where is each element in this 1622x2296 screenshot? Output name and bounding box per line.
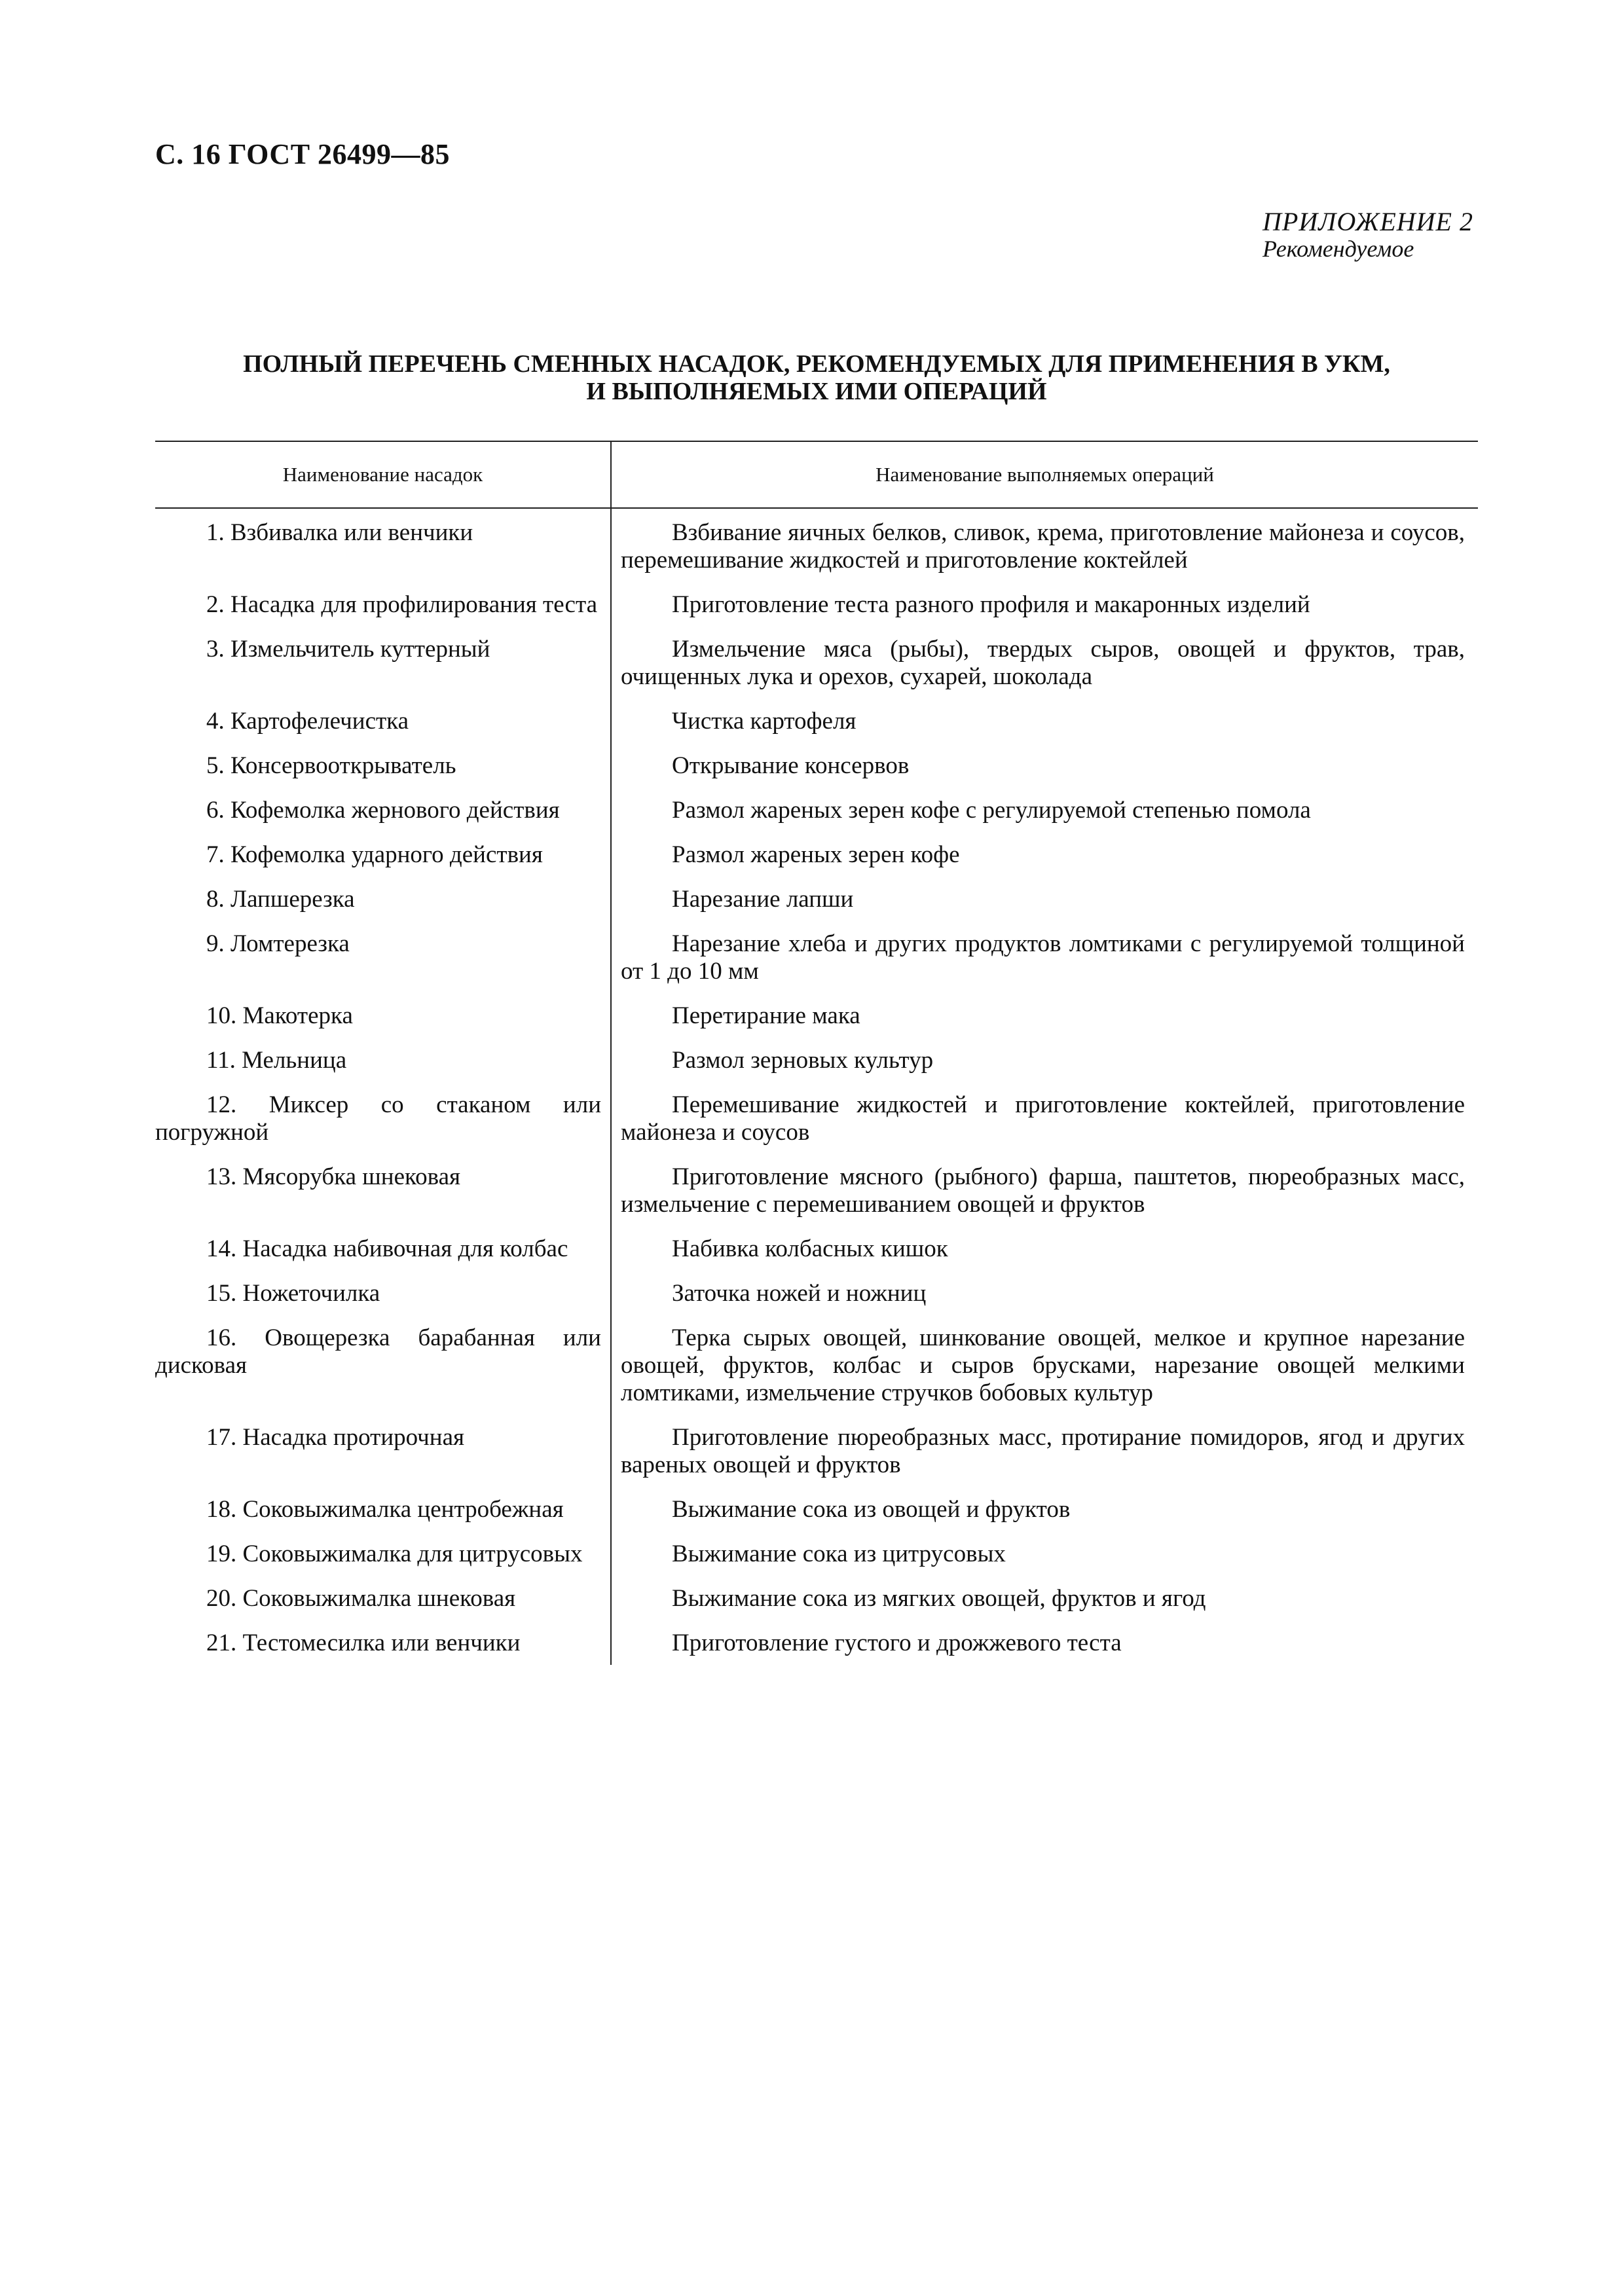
- operation-cell: [611, 1496, 1478, 1540]
- attachment-name: 15. Ножеточилка: [206, 1280, 380, 1307]
- attachment-name: 18. Соковыжималка центробежная: [206, 1496, 564, 1523]
- appendix-subtitle: Рекомендуемое: [1263, 236, 1414, 262]
- table-row: [155, 1585, 1478, 1630]
- attachment-name-cell: [155, 841, 611, 886]
- operation-cell: [611, 841, 1478, 886]
- attachment-name-cell: [155, 1630, 611, 1665]
- attachment-name: 19. Соковыжималка для цитрусовых: [206, 1540, 583, 1567]
- column-header-attachment: Наименование насадок: [155, 441, 611, 508]
- table-row: [155, 1163, 1478, 1235]
- attachment-name-cell: [155, 636, 611, 708]
- operation-cell: [611, 886, 1478, 930]
- table-body: [155, 508, 1478, 1665]
- attachment-name-cell: [155, 1002, 611, 1047]
- operation-description: Перемешивание жидкостей и приготовление коктейлей, приготовление майонеза и соусов: [621, 1091, 1465, 1146]
- attachment-name-cell: [155, 797, 611, 841]
- table-row: [155, 886, 1478, 930]
- attachment-name: 12. Миксер со стаканом или погружной: [155, 1091, 601, 1146]
- table-row: [155, 1002, 1478, 1047]
- operation-cell: [611, 1540, 1478, 1585]
- operation-description: Размол зерновых культур: [672, 1047, 934, 1074]
- page-header: С. 16 ГОСТ 26499—85: [155, 138, 451, 170]
- attachment-name: 10. Макотерка: [206, 1002, 353, 1029]
- attachment-name-cell: [155, 1280, 611, 1324]
- operation-description: Приготовление теста разного профиля и макаронных изделий: [672, 591, 1310, 618]
- attachment-name-cell: [155, 591, 611, 636]
- attachment-name-cell: [155, 886, 611, 930]
- table-row: [155, 752, 1478, 797]
- attachments-table-container: [155, 441, 1478, 1665]
- table-row: [155, 1091, 1478, 1163]
- operation-cell: [611, 708, 1478, 752]
- operation-description: Измельчение мяса (рыбы), твердых сыров, овощей и фруктов, трав, очищенных лука и орехов, сухарей, шоколада: [621, 636, 1465, 690]
- operation-description: Открывание консервов: [672, 752, 910, 779]
- attachment-name: 5. Консервооткрыватель: [206, 752, 456, 779]
- table-row: [155, 841, 1478, 886]
- operation-cell: [611, 1163, 1478, 1235]
- attachments-table: [155, 441, 1478, 1665]
- operation-cell: [611, 752, 1478, 797]
- attachment-name: 9. Ломтерезка: [206, 930, 350, 957]
- operation-cell: [611, 1047, 1478, 1091]
- document-title: [155, 350, 1478, 405]
- operation-cell: [611, 508, 1478, 591]
- operation-description: Терка сырых овощей, шинкование овощей, мелкое и крупное нарезание овощей, фруктов, колбас и сыров брусками, нарезание овощей мелкими ломтиками, измельчение стручков бобовых культур: [621, 1324, 1465, 1406]
- operation-description: Выжимание сока из овощей и фруктов: [672, 1496, 1071, 1523]
- table-row: [155, 1324, 1478, 1424]
- operation-cell: [611, 1091, 1478, 1163]
- table-row: [155, 1496, 1478, 1540]
- appendix-title: ПРИЛОЖЕНИЕ 2: [1263, 207, 1473, 236]
- attachment-name: 6. Кофемолка жернового действия: [206, 797, 560, 824]
- attachment-name-cell: [155, 1585, 611, 1630]
- table-row: [155, 1424, 1478, 1496]
- attachment-name: 2. Насадка для профилирования теста: [206, 591, 598, 618]
- attachment-name: 3. Измельчитель куттерный: [206, 636, 490, 663]
- operation-cell: [611, 1002, 1478, 1047]
- attachment-name-cell: [155, 1047, 611, 1091]
- column-header-operations: Наименование выполняемых операций: [611, 441, 1478, 508]
- operation-description: Размол жареных зерен кофе: [672, 841, 960, 868]
- attachment-name: 16. Овощерезка барабанная или дисковая: [155, 1324, 601, 1379]
- table-row: [155, 508, 1478, 591]
- attachment-name-cell: [155, 508, 611, 591]
- operation-description: Нарезание лапши: [672, 886, 854, 913]
- table-row: [155, 636, 1478, 708]
- table-row: [155, 797, 1478, 841]
- attachment-name: 21. Тестомесилка или венчики: [206, 1630, 521, 1656]
- attachment-name: 8. Лапшерезка: [206, 886, 355, 913]
- attachment-name-cell: [155, 1496, 611, 1540]
- table-row: [155, 930, 1478, 1002]
- operation-description: Нарезание хлеба и других продуктов ломтиками с регулируемой толщиной от 1 до 10 мм: [621, 930, 1465, 985]
- appendix-label: [1263, 208, 1473, 262]
- attachment-name-cell: [155, 1424, 611, 1496]
- operation-cell: [611, 1585, 1478, 1630]
- attachment-name-cell: [155, 752, 611, 797]
- table-row: [155, 1235, 1478, 1280]
- operation-cell: [611, 1630, 1478, 1665]
- operation-cell: [611, 1424, 1478, 1496]
- attachment-name: 13. Мясорубка шнековая: [206, 1163, 461, 1190]
- attachment-name-cell: [155, 1235, 611, 1280]
- attachment-name-cell: [155, 930, 611, 1002]
- operation-cell: [611, 636, 1478, 708]
- operation-description: Перетирание мака: [672, 1002, 860, 1029]
- attachment-name-cell: [155, 1540, 611, 1585]
- table-header-row: [155, 441, 1478, 508]
- operation-description: Размол жареных зерен кофе с регулируемой степенью помола: [672, 797, 1311, 824]
- attachment-name: 7. Кофемолка ударного действия: [206, 841, 543, 868]
- operation-description: Чистка картофеля: [672, 708, 857, 735]
- operation-description: Заточка ножей и ножниц: [672, 1280, 927, 1307]
- operation-cell: [611, 930, 1478, 1002]
- attachment-name: 17. Насадка протирочная: [206, 1424, 465, 1451]
- operation-description: Приготовление пюреобразных масс, протирание помидоров, ягод и других вареных овощей и фруктов: [621, 1424, 1465, 1478]
- operation-description: Выжимание сока из цитрусовых: [672, 1540, 1006, 1567]
- operation-description: Взбивание яичных белков, сливок, крема, приготовление майонеза и соусов, перемешивание жидкостей и приготовление коктейлей: [621, 519, 1465, 574]
- attachment-name-cell: [155, 1324, 611, 1424]
- table-row: [155, 1630, 1478, 1665]
- table-row: [155, 708, 1478, 752]
- operation-description: Приготовление мясного (рыбного) фарша, паштетов, пюреобразных масс, измельчение с перемешиванием овощей и фруктов: [621, 1163, 1465, 1218]
- document-title-line-1: ПОЛНЫЙ ПЕРЕЧЕНЬ СМЕННЫХ НАСАДОК, РЕКОМЕНДУЕМЫХ ДЛЯ ПРИМЕНЕНИЯ В УКМ,: [243, 350, 1390, 378]
- table-row: [155, 591, 1478, 636]
- attachment-name-cell: [155, 1091, 611, 1163]
- table-row: [155, 1280, 1478, 1324]
- table-row: [155, 1540, 1478, 1585]
- attachment-name: 1. Взбивалка или венчики: [206, 519, 473, 546]
- operation-description: Набивка колбасных кишок: [672, 1235, 948, 1262]
- operation-cell: [611, 591, 1478, 636]
- operation-description: Приготовление густого и дрожжевого теста: [672, 1630, 1122, 1656]
- attachment-name: 14. Насадка набивочная для колбас: [206, 1235, 568, 1262]
- document-title-line-2: И ВЫПОЛНЯЕМЫХ ИМИ ОПЕРАЦИЙ: [586, 378, 1047, 405]
- attachment-name: 4. Картофелечистка: [206, 708, 409, 735]
- operation-cell: [611, 1324, 1478, 1424]
- attachment-name-cell: [155, 708, 611, 752]
- table-row: [155, 1047, 1478, 1091]
- attachment-name: 20. Соковыжималка шнековая: [206, 1585, 516, 1612]
- operation-cell: [611, 797, 1478, 841]
- operation-cell: [611, 1280, 1478, 1324]
- operation-cell: [611, 1235, 1478, 1280]
- attachment-name-cell: [155, 1163, 611, 1235]
- attachment-name: 11. Мельница: [206, 1047, 347, 1074]
- operation-description: Выжимание сока из мягких овощей, фруктов и ягод: [672, 1585, 1206, 1612]
